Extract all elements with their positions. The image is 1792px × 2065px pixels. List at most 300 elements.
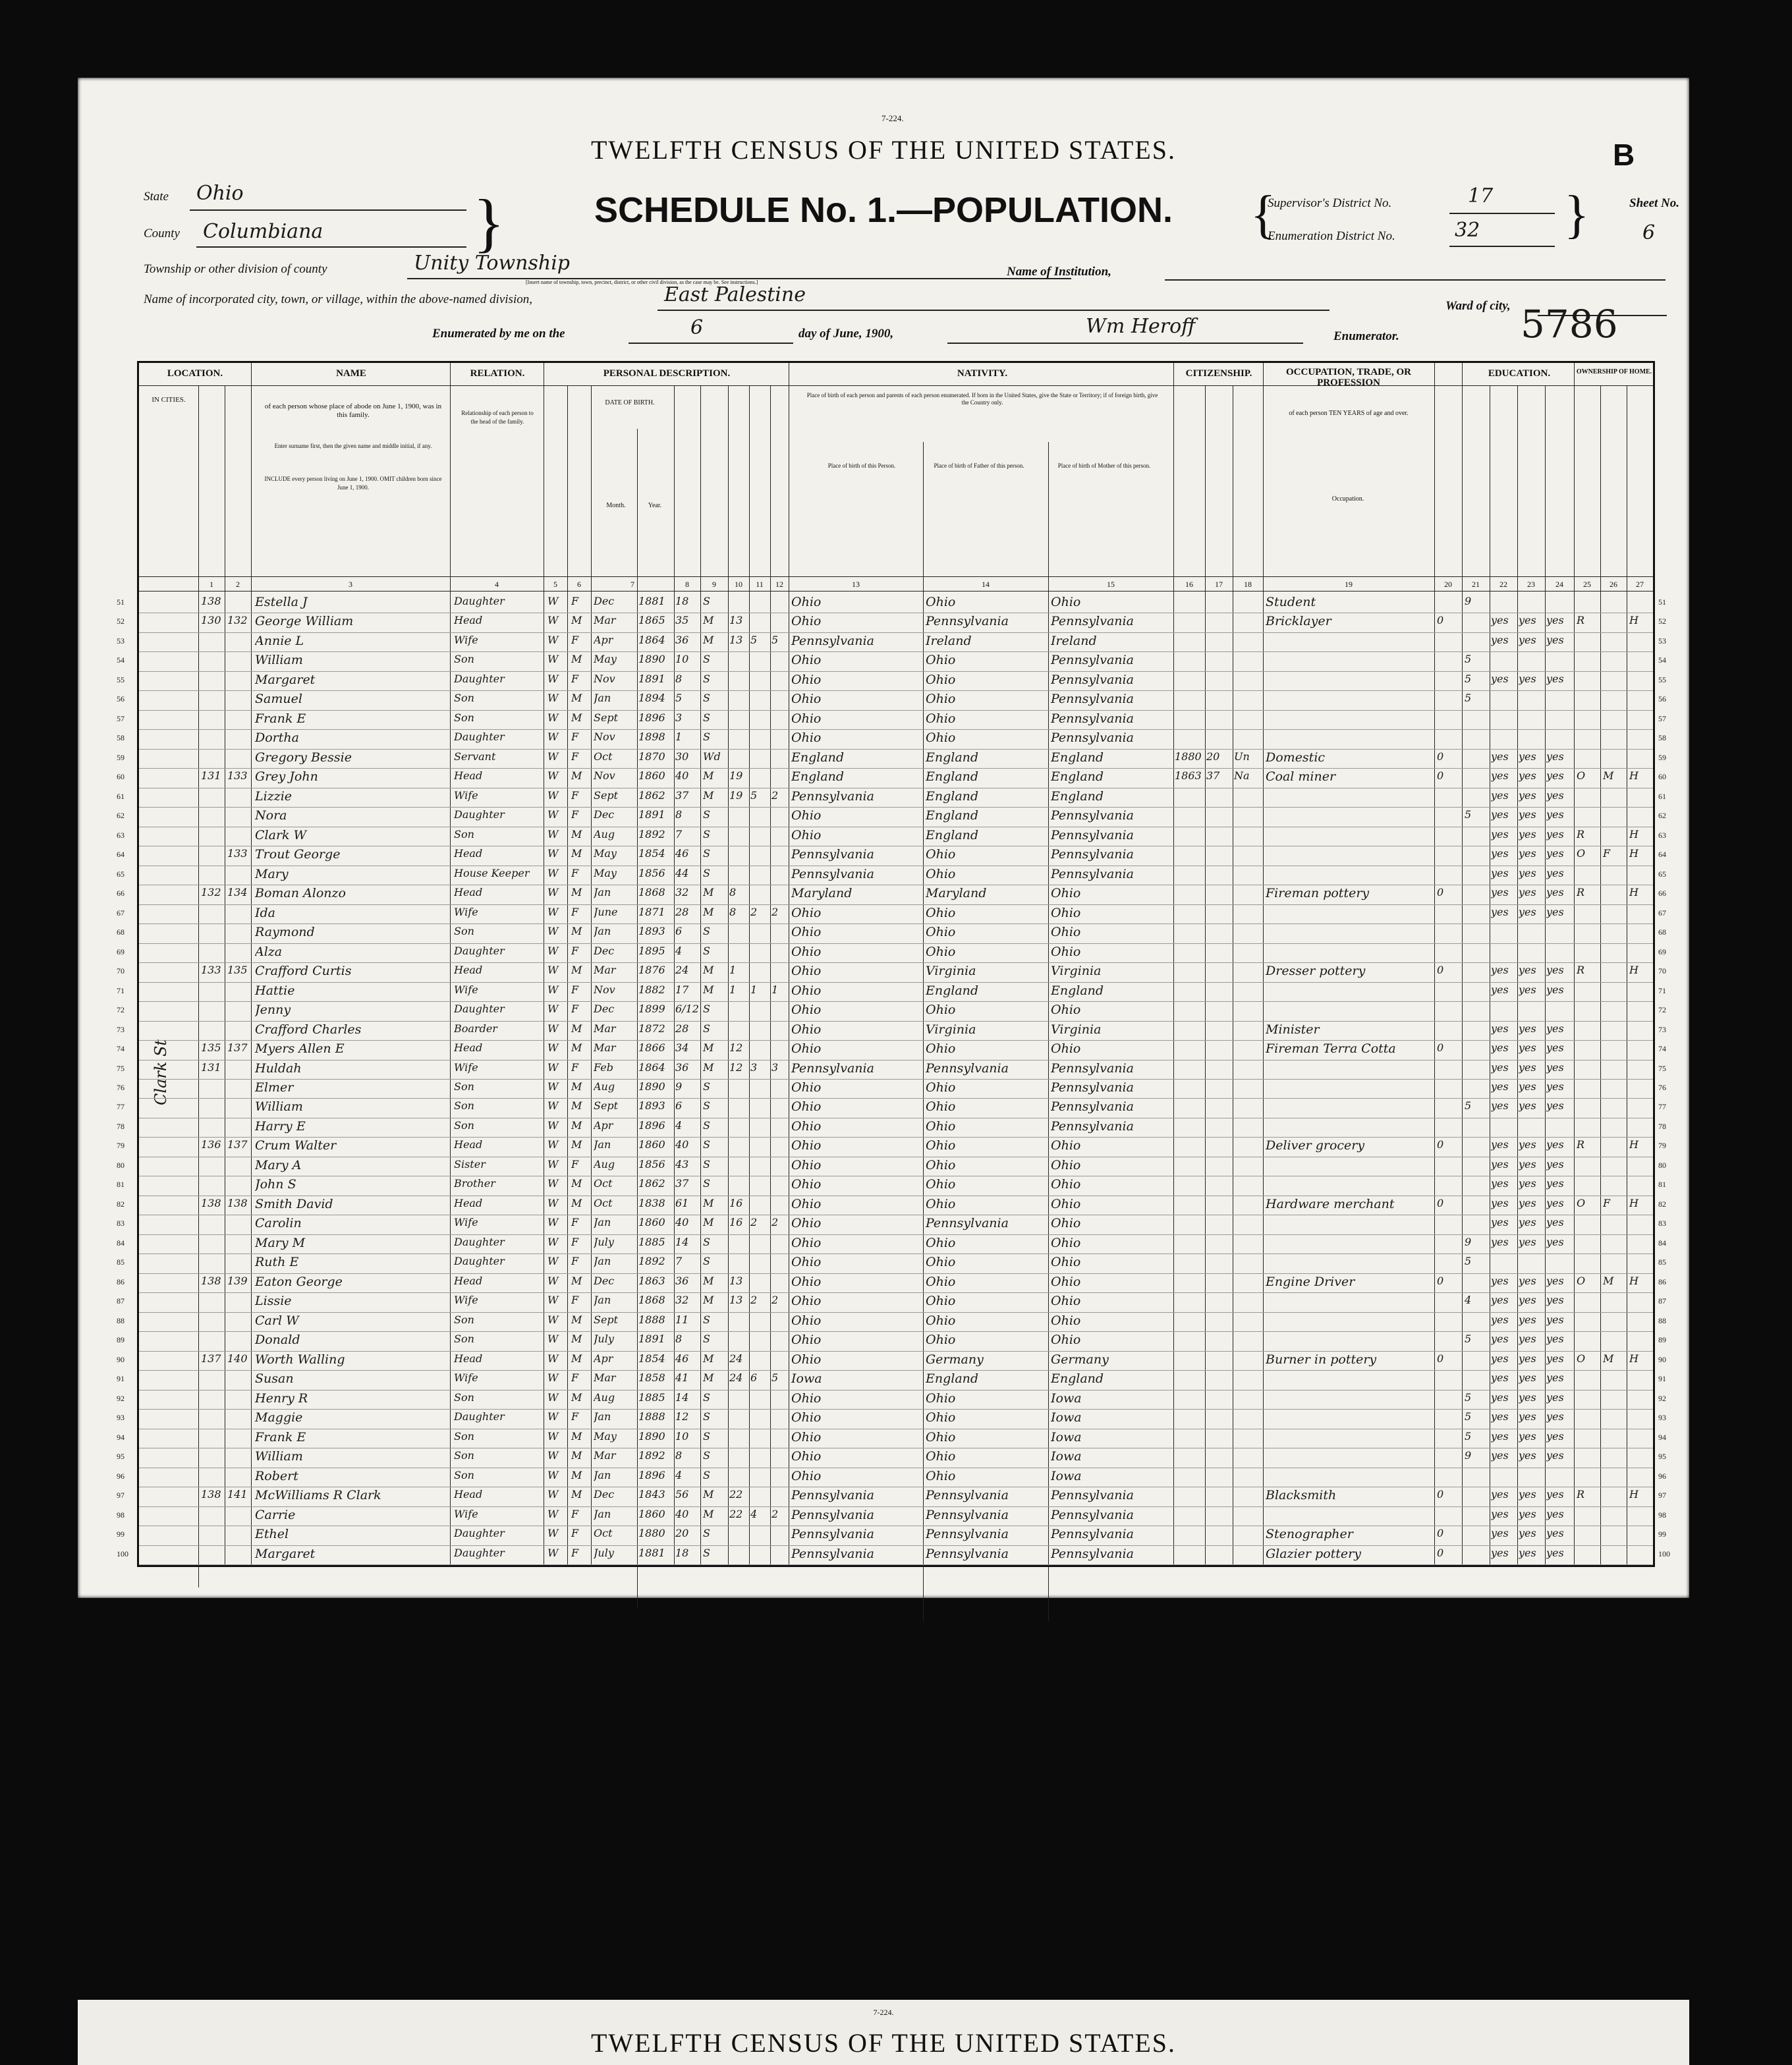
cell-age: 56 xyxy=(675,1488,689,1501)
cell-yr: 1888 xyxy=(638,1410,665,1423)
cell-mon: Jan xyxy=(594,1468,611,1481)
cell-rel: Wife xyxy=(454,1060,478,1074)
cell-fm: F xyxy=(1603,847,1611,860)
cell-bm: Pennsylvania xyxy=(1051,1060,1134,1076)
cell-sex: M xyxy=(571,1390,582,1404)
cell-age: 6 xyxy=(675,925,683,938)
cell-eng: yes xyxy=(1546,1546,1564,1559)
cell-ym: 13 xyxy=(729,633,743,646)
row-number-right: 95 xyxy=(1658,1452,1666,1462)
cell-col: W xyxy=(547,808,559,821)
cell-age: 40 xyxy=(675,1507,689,1520)
table-row xyxy=(117,1468,1666,1487)
state-label: State xyxy=(144,190,169,204)
table-row xyxy=(117,613,1666,632)
row-number-right: 69 xyxy=(1658,947,1666,956)
cell-ym: 24 xyxy=(729,1352,743,1365)
cell-mon: June xyxy=(594,905,618,918)
cell-col: W xyxy=(547,1507,559,1520)
cell-mon: Nov xyxy=(594,730,615,744)
cell-yr: 1896 xyxy=(638,1468,665,1481)
cell-ym: 1 xyxy=(729,964,737,977)
cell-mar: S xyxy=(703,1003,710,1016)
cell-age: 34 xyxy=(675,1041,689,1055)
table-row xyxy=(117,729,1666,749)
cell-yr: 1854 xyxy=(638,1352,665,1365)
cell-rel: House Keeper xyxy=(454,866,530,879)
cell-age: 40 xyxy=(675,1216,689,1229)
cell-name: Robert xyxy=(255,1468,298,1483)
cell-name: McWilliams R Clark xyxy=(255,1488,381,1503)
cell-yr: 1896 xyxy=(638,711,665,724)
cell-rel: Son xyxy=(454,1080,474,1093)
cell-eng: yes xyxy=(1546,1313,1564,1326)
colnum-26: 26 xyxy=(1610,580,1617,589)
enumeration-label: Enumeration District No. xyxy=(1268,229,1395,243)
birth-person-label: Place of birth of this Person. xyxy=(827,462,896,469)
cell-fam: 132 xyxy=(227,614,248,627)
cell-mon: May xyxy=(594,1429,617,1443)
cell-sex: M xyxy=(571,1022,582,1035)
cell-mon: Sept xyxy=(594,1313,619,1326)
cell-yr: 1899 xyxy=(638,1003,665,1016)
cell-ch: 2 xyxy=(750,1294,758,1307)
row-number: 81 xyxy=(117,1180,125,1190)
cell-name: Myers Allen E xyxy=(255,1041,345,1057)
row-number-right: 81 xyxy=(1658,1180,1666,1190)
cell-yr: 1860 xyxy=(638,1216,665,1229)
cell-bm: Iowa xyxy=(1051,1468,1082,1483)
cell-h: H xyxy=(1629,1138,1638,1151)
cell-yr: 1868 xyxy=(638,886,665,899)
row-number-right: 77 xyxy=(1658,1102,1666,1112)
cell-mon: Aug xyxy=(594,827,615,840)
cell-bf: Virginia xyxy=(926,964,976,979)
cell-write: yes xyxy=(1519,1313,1536,1326)
county-label: County xyxy=(144,227,180,240)
cell-dw: 138 xyxy=(201,1488,221,1501)
cell-bm: Ohio xyxy=(1051,1041,1081,1057)
cell-read: yes xyxy=(1491,1449,1509,1462)
cell-occ: Bricklayer xyxy=(1266,614,1331,629)
cell-mon: Sept xyxy=(594,788,619,802)
cell-mar: S xyxy=(703,1022,710,1035)
cell-bp: Ohio xyxy=(791,964,822,979)
cell-rel: Brother xyxy=(454,1177,495,1190)
cell-rel: Boarder xyxy=(454,1022,497,1035)
cell-mar: M xyxy=(703,1041,714,1055)
cell-imm: 1863 xyxy=(1175,769,1202,783)
row-number: 64 xyxy=(117,850,125,860)
cell-rel: Head xyxy=(454,1352,483,1365)
cell-col: W xyxy=(547,1429,559,1443)
colnum-27: 27 xyxy=(1636,580,1644,589)
cell-mon: Jan xyxy=(594,692,611,705)
cell-bm: Ohio xyxy=(1051,1003,1081,1018)
cell-yr: 1885 xyxy=(638,1235,665,1248)
cell-bp: Ohio xyxy=(791,905,822,920)
cell-sex: M xyxy=(571,925,582,938)
cell-rel: Daughter xyxy=(454,1255,505,1268)
relation-desc: Relationship of each person to the head of the family. xyxy=(461,410,534,425)
cell-occ: Glazier pottery xyxy=(1266,1546,1361,1561)
cell-bm: Ohio xyxy=(1051,1216,1081,1231)
cell-bp: Ohio xyxy=(791,692,822,707)
next-census-title: TWELFTH CENSUS OF THE UNITED STATES. xyxy=(590,2028,1177,2058)
cell-mar: S xyxy=(703,1333,710,1346)
cell-eng: yes xyxy=(1546,1390,1564,1404)
row-number-right: 56 xyxy=(1658,694,1666,704)
cell-age: 9 xyxy=(675,1080,683,1093)
cell-sch: 5 xyxy=(1465,808,1472,821)
cell-age: 8 xyxy=(675,808,683,821)
cell-bm: Pennsylvania xyxy=(1051,808,1134,823)
table-row xyxy=(117,632,1666,652)
cell-read: yes xyxy=(1491,1527,1509,1540)
table-row xyxy=(117,1118,1666,1138)
cell-read: yes xyxy=(1491,1313,1509,1326)
row-number-right: 54 xyxy=(1658,655,1666,665)
cell-read: yes xyxy=(1491,1274,1509,1287)
table-row xyxy=(117,1001,1666,1021)
cell-bm: Ohio xyxy=(1051,1177,1081,1192)
cell-bm: Pennsylvania xyxy=(1051,711,1134,726)
cell-mar: S xyxy=(703,1449,710,1462)
cell-bm: England xyxy=(1051,750,1104,765)
brace-right: } xyxy=(1564,186,1590,244)
cell-age: 28 xyxy=(675,1022,689,1035)
cell-occ: Dresser pottery xyxy=(1266,964,1366,979)
cell-mar: M xyxy=(703,1371,714,1385)
cell-name: Clark W xyxy=(255,827,307,842)
cell-sex: M xyxy=(571,1118,582,1132)
cell-read: yes xyxy=(1491,750,1509,763)
row-number: 99 xyxy=(117,1529,125,1539)
colnum-8: 8 xyxy=(685,580,689,589)
cell-mar: M xyxy=(703,1196,714,1209)
cell-mon: Mar xyxy=(594,1041,616,1055)
cell-bp: Ohio xyxy=(791,1041,822,1057)
cell-yr: 1894 xyxy=(638,692,665,705)
table-row xyxy=(117,1098,1666,1118)
cell-bp: Ohio xyxy=(791,1294,822,1309)
year-label: Year. xyxy=(648,502,662,509)
cell-ym: 12 xyxy=(729,1060,743,1074)
cell-name: Crafford Curtis xyxy=(255,964,352,979)
colnum-20: 20 xyxy=(1444,580,1452,589)
schedule-title: SCHEDULE No. 1.—POPULATION. xyxy=(594,190,1173,230)
cell-age: 32 xyxy=(675,886,689,899)
cell-write: yes xyxy=(1519,1449,1536,1462)
cell-yr: 1856 xyxy=(638,866,665,879)
cell-name: George William xyxy=(255,614,354,629)
row-number-right: 96 xyxy=(1658,1471,1666,1481)
cell-h: H xyxy=(1629,847,1638,860)
cell-bm: Ireland xyxy=(1051,633,1097,648)
group-education: EDUCATION. xyxy=(1488,368,1551,379)
cell-name: William xyxy=(255,1099,303,1115)
cell-yr: 1892 xyxy=(638,827,665,840)
cell-bp: Ohio xyxy=(791,653,822,668)
brace-left: { xyxy=(1250,186,1276,244)
cell-bp: Ohio xyxy=(791,1235,822,1250)
cell-rel: Son xyxy=(454,925,474,938)
colnum-18: 18 xyxy=(1244,580,1252,589)
cell-sex: F xyxy=(571,866,579,879)
cell-sex: M xyxy=(571,847,582,860)
institution-underline xyxy=(1165,279,1666,281)
cell-col: W xyxy=(547,944,559,957)
cell-sex: F xyxy=(571,1157,579,1170)
table-row xyxy=(117,1429,1666,1448)
cell-name: Margaret xyxy=(255,672,316,687)
cell-sex: M xyxy=(571,1177,582,1190)
cell-age: 30 xyxy=(675,750,689,763)
cell-write: yes xyxy=(1519,1410,1536,1423)
cell-mar: M xyxy=(703,1216,714,1229)
table-row xyxy=(117,1390,1666,1410)
cell-h: H xyxy=(1629,1274,1638,1287)
row-number-right: 57 xyxy=(1658,713,1666,723)
row-number-right: 84 xyxy=(1658,1238,1666,1248)
cell-ym: 19 xyxy=(729,769,743,783)
cell-bf: Ohio xyxy=(926,1196,956,1211)
day-underline xyxy=(629,343,793,344)
cell-name: Mary A xyxy=(255,1157,302,1172)
cell-mar: S xyxy=(703,925,710,938)
cell-mar: S xyxy=(703,595,710,607)
cell-bf: England xyxy=(926,788,979,804)
cell-bm: Ohio xyxy=(1051,1333,1081,1348)
cell-col: W xyxy=(547,1371,559,1385)
cell-col: W xyxy=(547,1294,559,1307)
cell-rel: Son xyxy=(454,1390,474,1404)
cell-rel: Son xyxy=(454,1099,474,1113)
cell-occ: Hardware merchant xyxy=(1266,1196,1395,1211)
cell-mon: Aug xyxy=(594,1390,615,1404)
cell-bm: Ohio xyxy=(1051,925,1081,940)
cell-read: yes xyxy=(1491,1196,1509,1209)
cell-yr: 1871 xyxy=(638,905,665,918)
table-row xyxy=(117,1215,1666,1234)
cell-bp: Ohio xyxy=(791,827,822,842)
cell-read: yes xyxy=(1491,1390,1509,1404)
cell-yr: 1862 xyxy=(638,1177,665,1190)
row-number: 61 xyxy=(117,791,125,801)
cell-write: yes xyxy=(1519,1527,1536,1540)
cell-rel: Daughter xyxy=(454,672,505,685)
cell-bm: Pennsylvania xyxy=(1051,653,1134,668)
cell-yr: 1893 xyxy=(638,925,665,938)
cell-cl: 2 xyxy=(771,788,779,802)
cell-yr: 1888 xyxy=(638,1313,665,1326)
cell-name: Carrie xyxy=(255,1507,296,1522)
city-underline xyxy=(658,310,1330,311)
cell-name: Huldah xyxy=(255,1060,302,1076)
table-row xyxy=(117,943,1666,963)
cell-nat: Na xyxy=(1234,769,1250,783)
cell-read: yes xyxy=(1491,886,1509,899)
occupation-desc: of each person TEN YEARS of age and over. xyxy=(1289,410,1409,417)
cell-eng: yes xyxy=(1546,1080,1564,1093)
cell-bm: Ohio xyxy=(1051,1274,1081,1289)
group-ownership: OWNERSHIP OF HOME. xyxy=(1576,368,1652,375)
cell-fam: 133 xyxy=(227,769,248,783)
side-note: Clark St xyxy=(152,1039,170,1105)
cell-mon: Oct xyxy=(594,1177,613,1190)
cell-name: Hattie xyxy=(255,983,295,998)
cell-bf: Ohio xyxy=(926,1390,956,1406)
cell-mo: 0 xyxy=(1437,1527,1444,1540)
table-row xyxy=(117,1040,1666,1060)
cell-fam: 138 xyxy=(227,1196,248,1209)
cell-name: Margaret xyxy=(255,1546,316,1561)
cell-bp: Ohio xyxy=(791,1003,822,1018)
group-personal-description: PERSONAL DESCRIPTION. xyxy=(603,368,731,379)
cell-rel: Son xyxy=(454,1118,474,1132)
cell-own: R xyxy=(1577,614,1585,627)
cell-yr: 1891 xyxy=(638,1333,665,1346)
row-number-right: 60 xyxy=(1658,772,1666,782)
cell-write: yes xyxy=(1519,769,1536,783)
cell-bf: Ohio xyxy=(926,595,956,609)
cell-name: Mary M xyxy=(255,1235,306,1250)
cell-age: 18 xyxy=(675,1546,689,1559)
row-number-right: 73 xyxy=(1658,1024,1666,1034)
cell-mon: Jan xyxy=(594,1255,611,1268)
cell-bm: Ohio xyxy=(1051,886,1081,901)
cell-bp: Ohio xyxy=(791,1118,822,1134)
cell-eng: yes xyxy=(1546,1177,1564,1190)
cell-fam: 137 xyxy=(227,1041,248,1055)
cell-sex: F xyxy=(571,905,579,918)
cell-write: yes xyxy=(1519,905,1536,918)
colnum-5: 5 xyxy=(553,580,557,589)
cell-ym: 24 xyxy=(729,1371,743,1385)
cell-dw: 130 xyxy=(201,614,221,627)
cell-name: Annie L xyxy=(255,633,304,648)
cell-read: yes xyxy=(1491,1138,1509,1151)
cell-rel: Head xyxy=(454,847,483,860)
cell-mon: Apr xyxy=(594,1352,613,1365)
cell-mon: Jan xyxy=(594,1216,611,1229)
cell-col: W xyxy=(547,847,559,860)
cell-occ: Blacksmith xyxy=(1266,1488,1337,1503)
cell-occ: Fireman Terra Cotta xyxy=(1266,1041,1396,1057)
cell-write: yes xyxy=(1519,1507,1536,1520)
cell-mar: M xyxy=(703,1507,714,1520)
cell-h: H xyxy=(1629,1196,1638,1209)
cell-bf: Ohio xyxy=(926,1099,956,1115)
cell-rel: Son xyxy=(454,827,474,840)
cell-mar: S xyxy=(703,1138,710,1151)
cell-sch: 5 xyxy=(1465,1390,1472,1404)
cell-read: yes xyxy=(1491,1235,1509,1248)
cell-bf: Ohio xyxy=(926,1235,956,1250)
cell-bp: Ohio xyxy=(791,1352,822,1367)
cell-age: 35 xyxy=(675,614,689,627)
table-row xyxy=(117,1253,1666,1273)
cell-bm: Pennsylvania xyxy=(1051,1488,1134,1503)
cell-sex: M xyxy=(571,711,582,724)
table-row xyxy=(117,749,1666,769)
cell-mon: Jan xyxy=(594,1138,611,1151)
cell-bp: Ohio xyxy=(791,614,822,629)
row-number-right: 86 xyxy=(1658,1277,1666,1286)
cell-name: Henry R xyxy=(255,1390,308,1406)
table-row xyxy=(117,593,1666,613)
row-number-right: 97 xyxy=(1658,1491,1666,1501)
row-number-right: 61 xyxy=(1658,791,1666,801)
cell-eng: yes xyxy=(1546,1235,1564,1248)
cell-own: O xyxy=(1577,847,1586,860)
row-number: 68 xyxy=(117,927,125,937)
cell-rel: Daughter xyxy=(454,1003,505,1016)
cell-yr: 1898 xyxy=(638,730,665,744)
cell-write: yes xyxy=(1519,1390,1536,1404)
cell-bm: Iowa xyxy=(1051,1410,1082,1425)
cell-name: Lissie xyxy=(255,1294,292,1309)
cell-bf: Pennsylvania xyxy=(926,1216,1009,1231)
cell-write: yes xyxy=(1519,983,1536,996)
cell-eng: yes xyxy=(1546,1022,1564,1035)
nativity-desc: Place of birth of each person and parents of each person enumerated. If born in the United States, give the State or Territory; if of foreign birth, give the Country only. xyxy=(806,392,1158,406)
cell-fam: 134 xyxy=(227,886,248,899)
cell-bf: Ohio xyxy=(926,1080,956,1095)
cell-sex: M xyxy=(571,614,582,627)
cell-bp: Ohio xyxy=(791,1410,822,1425)
cell-age: 8 xyxy=(675,1333,683,1346)
cell-ym: 13 xyxy=(729,1274,743,1287)
cell-write: yes xyxy=(1519,788,1536,802)
cell-rel: Son xyxy=(454,1333,474,1346)
cell-mon: Oct xyxy=(594,750,613,763)
cell-age: 6 xyxy=(675,1099,683,1113)
cell-own: R xyxy=(1577,827,1585,840)
table-row xyxy=(117,768,1666,788)
cell-mar: S xyxy=(703,1118,710,1132)
table-row xyxy=(117,1331,1666,1351)
cell-eng: yes xyxy=(1546,866,1564,879)
row-number: 54 xyxy=(117,655,125,665)
colnum-24: 24 xyxy=(1555,580,1563,589)
cell-mon: Dec xyxy=(594,944,615,957)
cell-name: Susan xyxy=(255,1371,294,1387)
cell-eng: yes xyxy=(1546,1449,1564,1462)
cell-name: Harry E xyxy=(255,1118,306,1134)
colnum-25: 25 xyxy=(1583,580,1591,589)
cell-bf: England xyxy=(926,1371,979,1387)
table-row xyxy=(117,1234,1666,1254)
cell-dw: 138 xyxy=(201,595,221,607)
cell-col: W xyxy=(547,1352,559,1365)
cell-eng: yes xyxy=(1546,1060,1564,1074)
colnum-17: 17 xyxy=(1215,580,1223,589)
cell-name: Estella J xyxy=(255,595,308,609)
cell-col: W xyxy=(547,1274,559,1287)
row-number: 65 xyxy=(117,869,125,879)
cell-bf: Pennsylvania xyxy=(926,1488,1009,1503)
row-number-right: 66 xyxy=(1658,889,1666,898)
cell-rel: Daughter xyxy=(454,1527,505,1540)
cell-mar: S xyxy=(703,808,710,821)
cell-yr: 1860 xyxy=(638,769,665,783)
cell-write: yes xyxy=(1519,1022,1536,1035)
cell-rel: Head xyxy=(454,1196,483,1209)
cell-rel: Wife xyxy=(454,1507,478,1520)
cell-sch: 9 xyxy=(1465,1235,1472,1248)
cell-bf: Pennsylvania xyxy=(926,1546,1009,1561)
